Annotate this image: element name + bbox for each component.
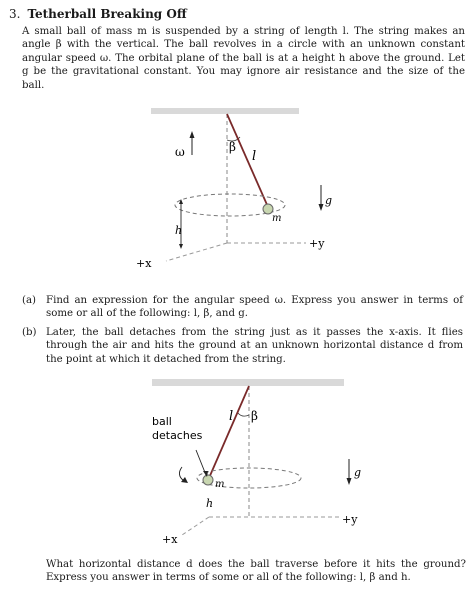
plus-y-label: +y (309, 237, 325, 250)
plus-x-label: +x (136, 257, 152, 270)
problem-intro: A small ball of mass m is suspended by a string of length l. The string makes an angle β with the vertical. The ball revolves in a circle with an unknown constant angular speed ω. The orbital plane of the ball is at a height h above the ground. Let g be the gravitational constant. You may ignore air resistance and the size of the ball. (22, 26, 465, 91)
omega-arrowhead (190, 131, 195, 138)
plus-y-label-2: +y (342, 513, 358, 526)
part-a-label: (a) (22, 295, 37, 306)
gravity-arrowhead-2 (347, 478, 352, 485)
figure-1 (120, 103, 360, 273)
part-a (22, 294, 465, 322)
length-label-2: l (229, 409, 234, 424)
mass-label-2: m (215, 479, 225, 490)
beta-label-2: β (251, 409, 258, 423)
detach-arrow (179, 467, 184, 481)
beta-arc-2 (238, 413, 249, 416)
h-label-2: h (206, 497, 214, 510)
ball-label-line-2: detaches (152, 429, 203, 442)
ball-2 (203, 475, 213, 485)
x-axis (166, 243, 227, 261)
part-b-label: (b) (22, 327, 37, 338)
omega-label: ω (175, 145, 185, 159)
part-b (22, 326, 465, 368)
problem-number: 3. (9, 7, 21, 21)
h-label: h (175, 224, 183, 237)
detach-arrowhead (181, 477, 188, 483)
height-arrow-bottom (179, 244, 183, 249)
g-label: g (325, 194, 333, 207)
ceiling-bar (151, 108, 299, 114)
plus-x-label-2: +x (162, 533, 178, 546)
problem-heading (9, 7, 187, 21)
final-question: What horizontal distance d does the ball traverse before it hits the ground? Express you answer in terms of some or all of the following: l, β and h. (46, 559, 466, 584)
gravity-arrowhead (319, 204, 324, 211)
problem-title: Tetherball Breaking Off (27, 7, 187, 21)
ball-label-line-1: ball (152, 415, 172, 428)
g-label-2: g (354, 466, 362, 479)
string (227, 114, 268, 207)
figure-2 (130, 377, 380, 552)
string-2 (209, 386, 249, 478)
x-axis-2 (182, 517, 209, 535)
beta-label: β (229, 140, 236, 154)
ceiling-bar-2 (152, 379, 344, 386)
mass-label: m (272, 213, 282, 224)
height-arrow-top (179, 199, 183, 204)
length-label: l (252, 149, 257, 164)
part-a-text: Find an expression for the angular speed ω. Express you answer in terms of some or all of the following: l, β, and g. (46, 295, 463, 320)
part-b-text: Later, the ball detaches from the string just as it passes the x-axis. It flies through the air and hits the ground at an unknown horizontal distance d from the point at which it detached from the string. (46, 327, 463, 365)
